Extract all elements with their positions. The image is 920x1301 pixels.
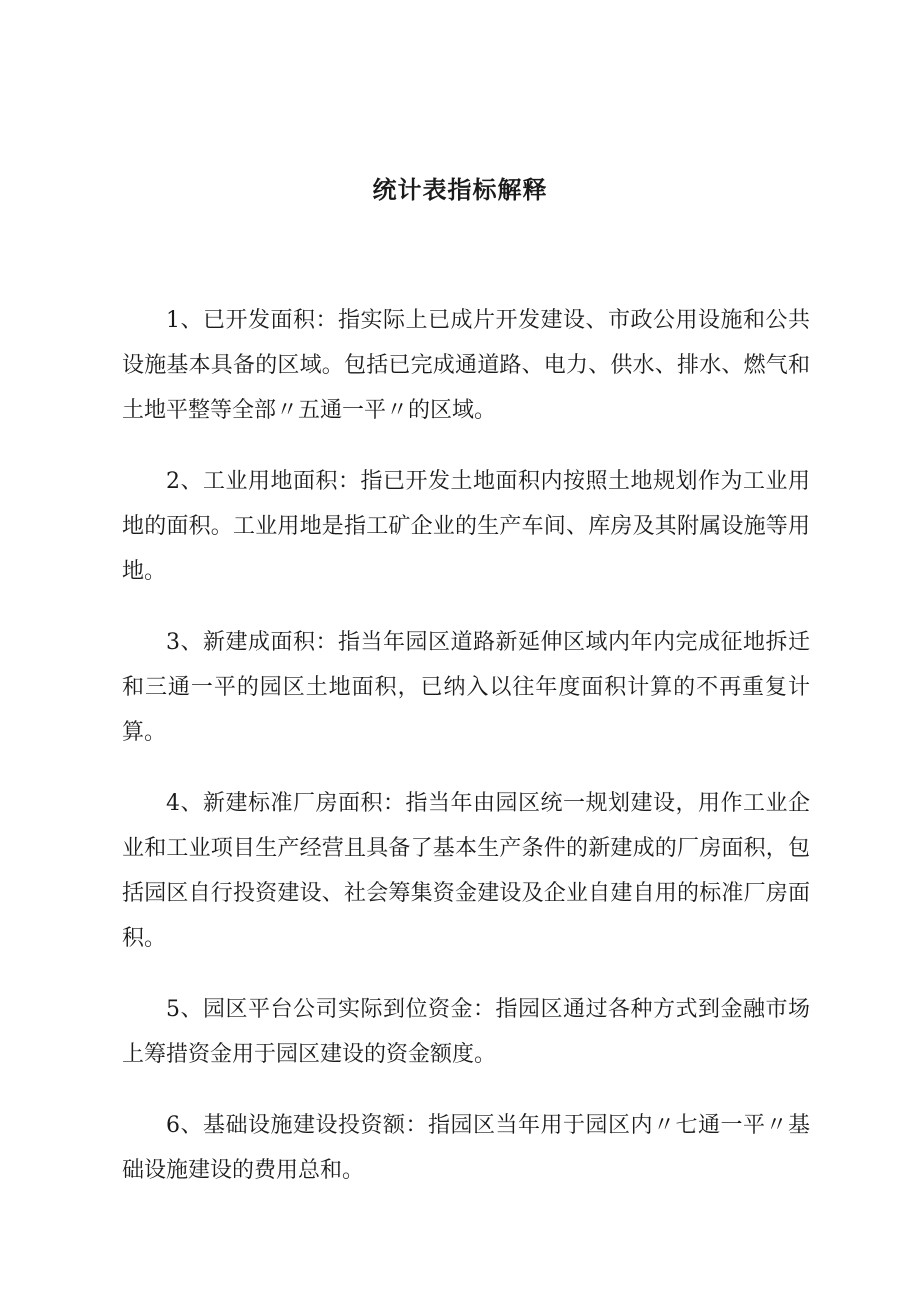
indicator-paragraph-1: 1、已开发面积：指实际上已成片开发建设、市政公用设施和公共设施基本具备的区域。包括已完成通道路、电力、供水、排水、燃气和土地平整等全部〃五通一平〃的区域。 xyxy=(122,308,810,423)
indicator-paragraph-2: 2、工业用地面积：指已开发土地面积内按照土地规划作为工业用地的面积。工业用地是指工矿企业的生产车间、库房及其附属设施等用地。 xyxy=(122,469,810,584)
indicator-paragraph-4: 4、新建标准厂房面积：指当年由园区统一规划建设，用作工业企业和工业项目生产经营且具备了基本生产条件的新建成的厂房面积，包括园区自行投资建设、社会筹集资金建设及企业自建自用的标准厂房面积。 xyxy=(122,791,810,951)
indicator-paragraph-5: 5、园区平台公司实际到位资金：指园区通过各种方式到金融市场上筹措资金用于园区建设的资金额度。 xyxy=(122,997,810,1067)
indicator-paragraph-3: 3、新建成面积：指当年园区道路新延伸区域内年内完成征地拆迁和三通一平的园区土地面积，已纳入以往年度面积计算的不再重复计算。 xyxy=(122,630,810,745)
indicator-paragraph-6: 6、基础设施建设投资额：指园区当年用于园区内〃七通一平〃基础设施建设的费用总和。 xyxy=(122,1113,810,1183)
document-body xyxy=(122,298,810,1219)
page-title: 统计表指标解释 xyxy=(372,176,548,204)
